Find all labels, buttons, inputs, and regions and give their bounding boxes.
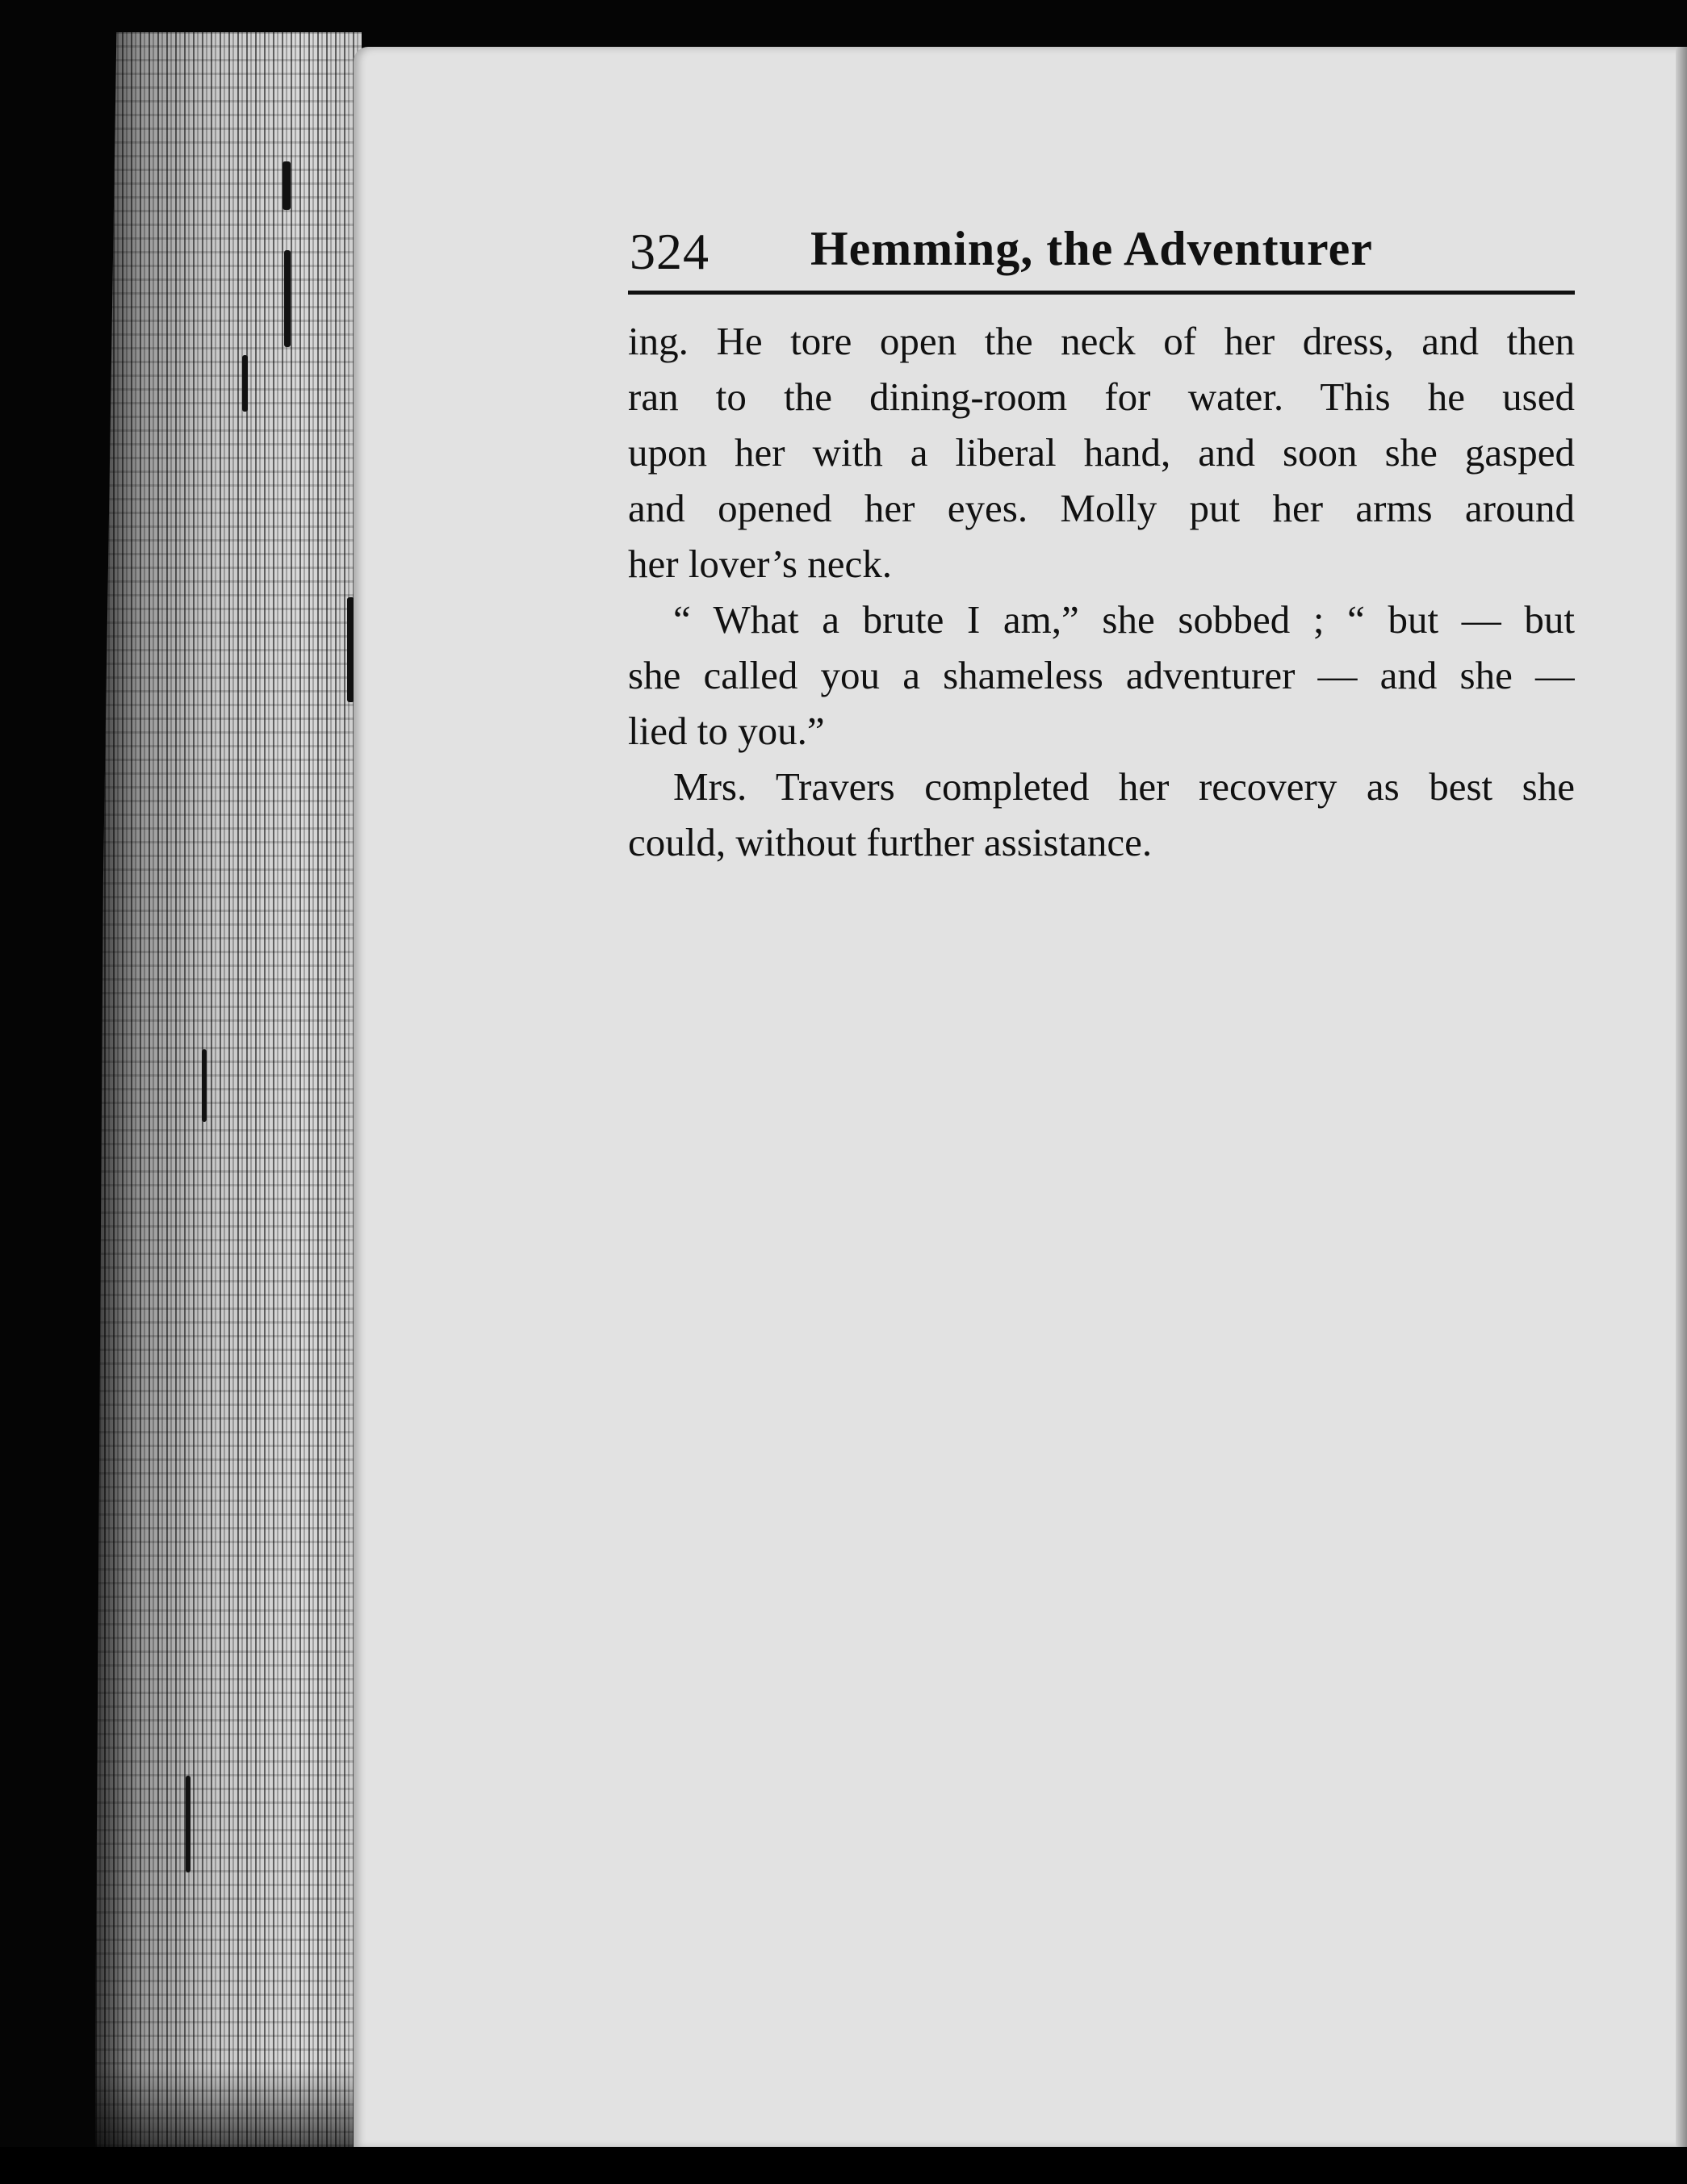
body-text — [628, 313, 1575, 870]
page-number: 324 — [630, 223, 710, 280]
edge-speck — [283, 161, 291, 210]
text-line: ran to the dining-room for water. This he used — [628, 374, 1575, 419]
running-title: Hemming, the Adventurer — [810, 222, 1373, 275]
running-head-rule — [628, 291, 1575, 295]
edge-speck — [186, 1776, 190, 1872]
text-line: lied to you.” — [628, 709, 825, 753]
edge-speck — [202, 1049, 207, 1122]
text-line: upon her with a liberal hand, and soon she gasped — [628, 430, 1575, 475]
edge-speck — [284, 250, 291, 347]
text-line: Mrs. Travers completed her recovery as best she — [673, 764, 1575, 809]
text-line: “ What a brute I am,” she sobbed ; “ but — but — [673, 597, 1575, 642]
edge-speck — [242, 355, 248, 412]
running-head — [628, 216, 1575, 281]
text-line: she called you a shameless adventurer — and she — — [628, 653, 1575, 697]
page-right-edge — [1676, 47, 1687, 2148]
page-fore-edge — [95, 32, 362, 2147]
text-line: could, without further assistance. — [628, 820, 1153, 864]
text-line: and opened her eyes. Molly put her arms around — [628, 486, 1575, 530]
text-line: ing. He tore open the neck of her dress, and then — [628, 319, 1575, 363]
text-line: her lover’s neck. — [628, 542, 892, 586]
bottom-shadow — [0, 2147, 1687, 2184]
